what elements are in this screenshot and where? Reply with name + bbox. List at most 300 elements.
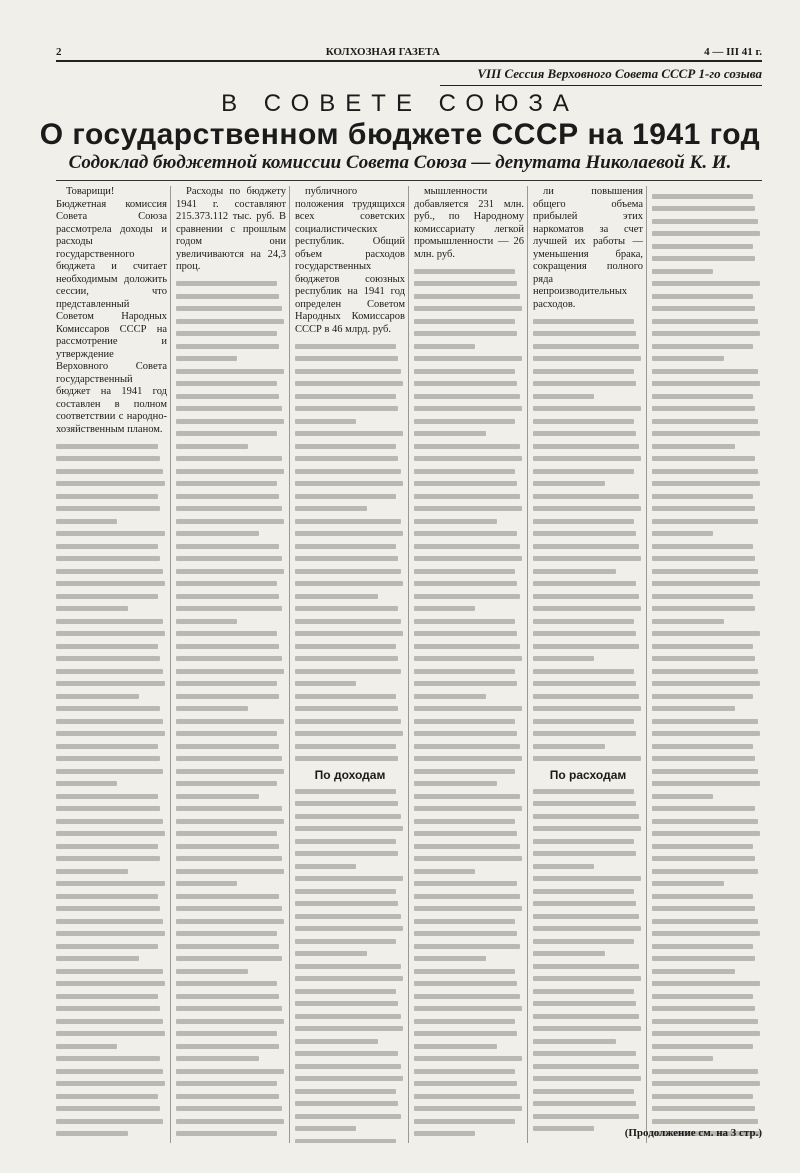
text-line [652, 281, 760, 286]
text-line [295, 939, 396, 944]
text-line [56, 769, 163, 774]
text-line [295, 814, 401, 819]
text-line [652, 944, 753, 949]
text-line [176, 1069, 284, 1074]
text-line [652, 744, 753, 749]
text-line [414, 894, 520, 899]
text-line [533, 939, 634, 944]
text-line [176, 331, 277, 336]
text-line [652, 631, 760, 636]
text-line [176, 1119, 284, 1124]
text-line [295, 851, 398, 856]
text-line [414, 306, 522, 311]
text-line [176, 831, 277, 836]
text-line [56, 1069, 163, 1074]
text-line [56, 844, 158, 849]
text-line [533, 506, 641, 511]
text-line [533, 1001, 636, 1006]
text-line [652, 756, 755, 761]
text-line [295, 631, 403, 636]
text-line [533, 719, 634, 724]
column-paragraph: публичного положения трудящихся всех советских социалистических республик. Общий объем расходов государственных бюджетов союзных республик на 1941 год определен Советом Народных Комиссаров СССР в 46 млрд. руб. [295, 186, 405, 335]
text-line [652, 231, 760, 236]
text-line [652, 294, 753, 299]
text-line [56, 819, 163, 824]
text-line [652, 794, 713, 799]
text-line [414, 744, 520, 749]
text-line [652, 306, 755, 311]
text-line [176, 581, 277, 586]
text-line [176, 881, 237, 886]
text-line [414, 556, 522, 561]
text-line [56, 756, 160, 761]
text-line [414, 419, 515, 424]
text-line [295, 494, 396, 499]
text-line [176, 706, 248, 711]
text-line [176, 319, 284, 324]
text-line [176, 994, 279, 999]
column-text-mass [652, 194, 762, 1137]
text-line [652, 831, 760, 836]
text-line [652, 894, 753, 899]
text-line [176, 906, 282, 911]
text-line [414, 1106, 522, 1111]
text-line [533, 669, 634, 674]
title-rule [56, 180, 762, 181]
text-line [295, 656, 398, 661]
text-line [56, 681, 165, 686]
text-line [414, 531, 517, 536]
text-line [533, 789, 634, 794]
column-paragraph: Товарищи! Бюджетная комиссия Совета Союза рассмотрела доходы и расходы государственного бюджета и считает необходимым доложить сессии, что представленный Советом Народных Комиссаров СССР на рассмотрение и утверждение Верховного Совета государственный бюджет на 1941 год составлен в полном соответствии с народно-хозяйственным планом. [56, 186, 167, 435]
text-line [533, 456, 641, 461]
text-line [56, 444, 158, 449]
text-line [652, 956, 755, 961]
article-subtitle: Содоклад бюджетной комиссии Совета Союза — депутата Николаевой К. И. [68, 152, 732, 173]
text-line [414, 994, 520, 999]
text-line [176, 1131, 277, 1136]
text-line [414, 1031, 517, 1036]
header-rule [56, 60, 762, 62]
page-header [56, 44, 762, 60]
text-line [295, 544, 396, 549]
text-line [652, 619, 724, 624]
text-line [652, 594, 753, 599]
text-line [533, 706, 641, 711]
text-line [652, 469, 758, 474]
text-line [533, 864, 594, 869]
text-line [56, 869, 128, 874]
text-line [176, 1031, 277, 1036]
text-line [652, 344, 753, 349]
text-line [295, 469, 401, 474]
text-line [533, 914, 639, 919]
text-line [414, 969, 515, 974]
text-line [652, 1119, 758, 1124]
text-line [414, 1131, 475, 1136]
text-line [176, 744, 279, 749]
text-line [533, 876, 641, 881]
text-line [295, 876, 403, 881]
text-line [176, 756, 282, 761]
text-line [295, 381, 403, 386]
text-line [295, 456, 398, 461]
text-line [176, 969, 248, 974]
text-line [652, 219, 758, 224]
text-line [533, 826, 641, 831]
text-line [295, 531, 403, 536]
column-2 [170, 186, 286, 1143]
text-line [176, 419, 284, 424]
text-line [176, 856, 282, 861]
text-line [176, 394, 279, 399]
page-number: 2 [56, 46, 62, 58]
text-line [56, 481, 165, 486]
text-line [652, 331, 760, 336]
text-line [56, 956, 139, 961]
text-line [295, 444, 396, 449]
text-line [56, 969, 163, 974]
text-line [533, 431, 636, 436]
text-line [56, 881, 165, 886]
text-line [652, 919, 758, 924]
text-line [295, 839, 396, 844]
text-line [414, 544, 520, 549]
text-line [176, 806, 282, 811]
text-line [414, 956, 486, 961]
text-line [652, 319, 758, 324]
text-line [533, 1026, 641, 1031]
text-line [533, 1039, 616, 1044]
text-line [176, 544, 279, 549]
text-line [295, 826, 403, 831]
text-line [295, 481, 403, 486]
text-line [414, 781, 497, 786]
text-line [652, 431, 760, 436]
text-line [56, 694, 139, 699]
text-line [295, 914, 401, 919]
text-line [176, 769, 284, 774]
text-line [652, 1056, 713, 1061]
text-line [295, 569, 401, 574]
text-line [295, 1014, 401, 1019]
text-line [533, 926, 641, 931]
session-rule [440, 85, 762, 86]
text-line [414, 644, 520, 649]
column-paragraph: мышленности добавляется 231 млн. руб., по Народному комиссариату легкой промышленности — 26 млн. руб. [414, 186, 524, 260]
text-line [56, 794, 158, 799]
text-line [295, 744, 396, 749]
text-line [56, 569, 163, 574]
text-line [414, 631, 517, 636]
text-line [56, 656, 160, 661]
column-text-mass [295, 789, 405, 1144]
text-line [176, 1044, 279, 1049]
text-line [414, 706, 522, 711]
text-line [533, 544, 639, 549]
text-line [295, 864, 356, 869]
text-line [414, 881, 517, 886]
text-line [56, 1094, 158, 1099]
text-line [176, 719, 284, 724]
text-line [533, 331, 636, 336]
text-line [56, 1119, 163, 1124]
text-line [414, 569, 515, 574]
text-line [533, 851, 636, 856]
text-line [295, 431, 403, 436]
text-line [295, 594, 378, 599]
text-line [176, 1106, 282, 1111]
text-line [176, 569, 284, 574]
text-line [176, 519, 284, 524]
text-line [295, 976, 403, 981]
text-line [533, 644, 639, 649]
text-line [533, 594, 639, 599]
text-line [533, 581, 636, 586]
column-1 [56, 186, 167, 1143]
text-line [533, 731, 636, 736]
text-line [414, 481, 517, 486]
column-4 [408, 186, 524, 1143]
text-line [652, 719, 758, 724]
text-line [176, 781, 277, 786]
text-line [295, 789, 396, 794]
text-line [414, 294, 520, 299]
text-line [652, 556, 755, 561]
text-line [414, 444, 520, 449]
text-line [652, 844, 753, 849]
text-line [56, 831, 165, 836]
text-line [533, 569, 616, 574]
text-line [533, 1014, 639, 1019]
text-line [414, 281, 517, 286]
text-line [56, 744, 158, 749]
text-line [56, 731, 165, 736]
text-line [295, 964, 401, 969]
text-line [652, 769, 758, 774]
text-line [414, 694, 486, 699]
text-line [56, 1019, 163, 1024]
text-line [652, 406, 755, 411]
text-line [533, 681, 636, 686]
text-line [652, 869, 758, 874]
text-line [176, 431, 277, 436]
text-line [652, 194, 753, 199]
text-line [533, 381, 636, 386]
text-line [414, 844, 520, 849]
sub-heading-expenditures: По расходам [549, 767, 627, 782]
text-line [176, 356, 237, 361]
text-line [414, 656, 522, 661]
article-columns [56, 186, 762, 1143]
text-line [56, 781, 117, 786]
text-line [414, 519, 497, 524]
text-line [533, 481, 605, 486]
text-line [295, 344, 396, 349]
text-line [414, 831, 517, 836]
text-line [652, 1006, 755, 1011]
text-line [533, 444, 639, 449]
article-title: О государственном бюджете СССР на 1941 год [39, 118, 761, 151]
text-line [295, 519, 401, 524]
text-line [533, 531, 636, 536]
column-text-mass [176, 281, 286, 1143]
text-line [56, 806, 160, 811]
text-line [295, 406, 398, 411]
text-line [652, 1081, 760, 1086]
text-line [295, 706, 398, 711]
text-line [414, 344, 475, 349]
text-line [414, 1056, 522, 1061]
text-line [414, 944, 520, 949]
text-line [414, 431, 486, 436]
text-line [295, 731, 403, 736]
text-line [414, 1069, 515, 1074]
text-line [652, 444, 735, 449]
column-paragraph: ли повышения общего объема прибылей этих наркоматов за счет лучшей их работы — уменьшения брака, сокращения полного ряда непроизводительных расходов. [533, 186, 643, 310]
text-line [533, 631, 636, 636]
column-text-mass [56, 444, 167, 1144]
text-line [533, 814, 639, 819]
sub-heading-revenues: По доходам [314, 767, 386, 782]
text-line [533, 356, 641, 361]
text-line [295, 394, 396, 399]
text-line [533, 619, 634, 624]
text-line [176, 1094, 279, 1099]
text-line [56, 544, 158, 549]
text-line [176, 481, 277, 486]
text-line [295, 669, 401, 674]
text-line [533, 319, 634, 324]
text-line [533, 1126, 594, 1131]
text-line [295, 719, 401, 724]
text-line [414, 381, 517, 386]
text-line [652, 519, 758, 524]
text-line [176, 281, 277, 286]
text-line [533, 744, 605, 749]
text-line [652, 656, 755, 661]
text-line [652, 494, 753, 499]
text-line [652, 706, 735, 711]
text-line [652, 1019, 758, 1024]
text-line [414, 369, 515, 374]
text-line [414, 606, 475, 611]
text-line [652, 381, 760, 386]
text-line [652, 606, 755, 611]
text-line [176, 606, 282, 611]
text-line [533, 656, 594, 661]
text-line [176, 681, 277, 686]
text-line [176, 694, 279, 699]
text-line [56, 644, 158, 649]
text-line [56, 931, 165, 936]
text-line [176, 1006, 282, 1011]
text-line [652, 969, 735, 974]
text-line [652, 394, 753, 399]
text-line [652, 681, 760, 686]
text-line [652, 369, 758, 374]
text-line [56, 1131, 128, 1136]
text-line [652, 1094, 753, 1099]
text-line [295, 1051, 398, 1056]
text-line [56, 1106, 160, 1111]
text-line [414, 769, 515, 774]
text-line [295, 694, 396, 699]
text-line [56, 1031, 165, 1036]
text-line [295, 619, 401, 624]
text-line [414, 494, 520, 499]
text-line [414, 931, 517, 936]
text-line [533, 976, 641, 981]
text-line [652, 206, 755, 211]
text-line [652, 269, 713, 274]
text-line [414, 319, 515, 324]
text-line [414, 719, 515, 724]
text-line [176, 619, 237, 624]
column-text-mass [533, 319, 643, 762]
text-line [652, 819, 758, 824]
text-line [533, 694, 639, 699]
text-line [56, 1044, 117, 1049]
text-line [652, 356, 724, 361]
text-line [652, 1106, 755, 1111]
column-6 [646, 186, 762, 1143]
text-line [652, 931, 760, 936]
text-line [56, 719, 163, 724]
text-line [56, 906, 160, 911]
text-line [652, 994, 753, 999]
text-line [533, 951, 605, 956]
text-line [176, 669, 284, 674]
text-line [533, 406, 641, 411]
text-line [176, 644, 279, 649]
text-line [176, 944, 279, 949]
column-text-mass [295, 344, 405, 762]
text-line [56, 531, 165, 536]
text-line [295, 901, 398, 906]
text-line [414, 406, 522, 411]
text-line [533, 889, 634, 894]
text-line [56, 706, 160, 711]
text-line [176, 294, 279, 299]
text-line [56, 494, 158, 499]
text-line [56, 919, 163, 924]
text-line [533, 419, 634, 424]
column-5 [527, 186, 643, 1143]
text-line [295, 581, 403, 586]
text-line [652, 881, 724, 886]
text-line [176, 1081, 277, 1086]
text-line [56, 519, 117, 524]
column-3 [289, 186, 405, 1143]
text-line [533, 369, 634, 374]
text-line [295, 889, 396, 894]
text-line [295, 1026, 403, 1031]
text-line [295, 1001, 398, 1006]
text-line [414, 1081, 517, 1086]
text-line [56, 994, 158, 999]
text-line [176, 981, 277, 986]
text-line [414, 919, 515, 924]
text-line [295, 951, 367, 956]
text-line [56, 556, 160, 561]
text-line [176, 556, 282, 561]
text-line [176, 819, 284, 824]
text-line [176, 956, 282, 961]
text-line [295, 1089, 396, 1094]
text-line [533, 801, 636, 806]
column-text-mass [414, 269, 524, 1144]
